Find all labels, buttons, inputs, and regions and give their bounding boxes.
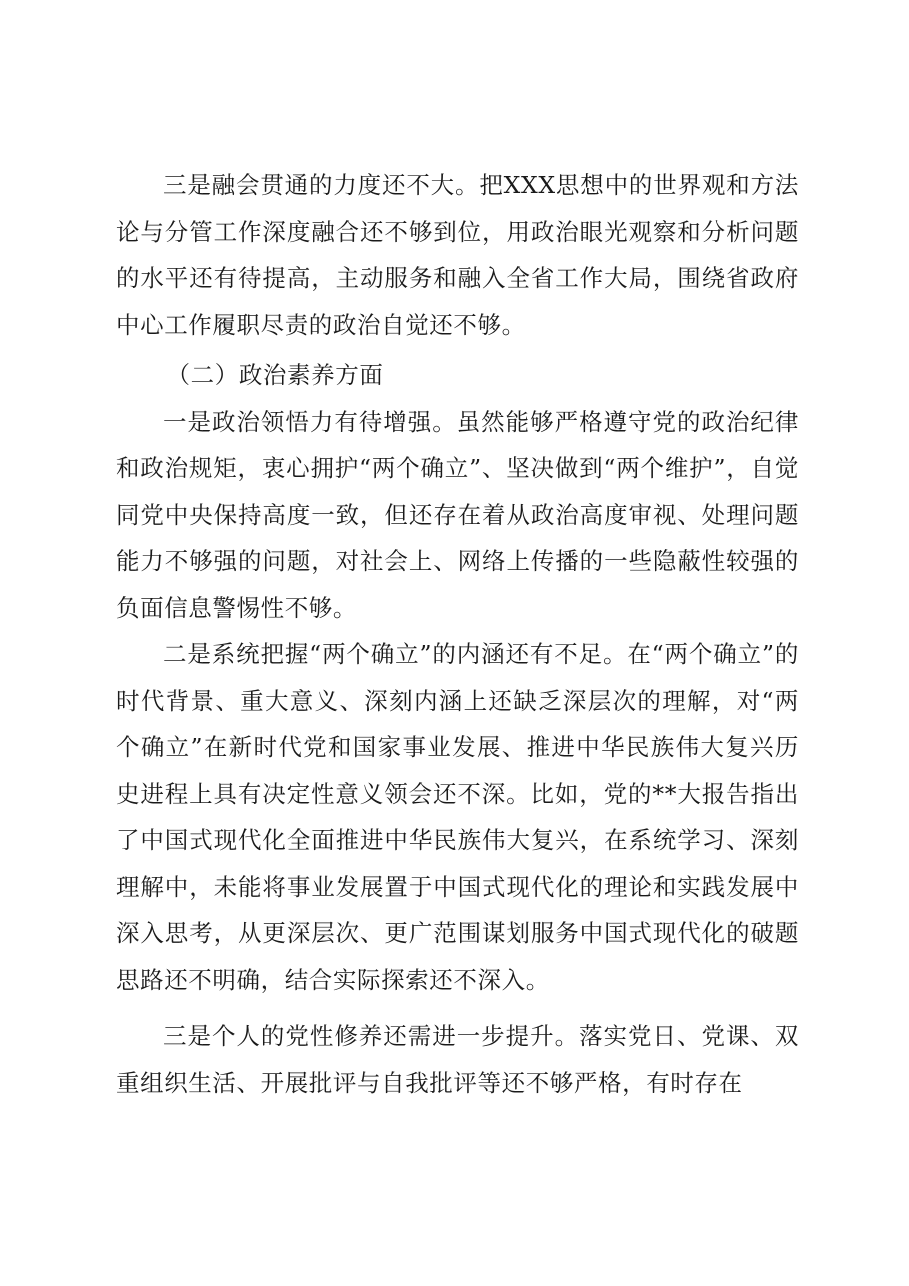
paragraph-first-point-political-insight: 一是政治领悟力有待增强。虽然能够严格遵守党的政治纪律和政治规矩，衷心拥护“两个确立”、坚决做到“两个维护”，自觉同党中央保持高度一致，但还存在着从政治高度审视、处理问题能力不够强的问题，对社会上、网络上传播的一些隐蔽性较强的负面信息警惕性不够。 bbox=[116, 407, 799, 622]
document-body bbox=[116, 162, 799, 1106]
paragraph-third-point-integration: 三是融会贯通的力度还不大。把XXX思想中的世界观和方法论与分管工作深度融合还不够到位，用政治眼光观察和分析问题的水平还有待提高，主动服务和融入全省工作大局，围绕省政府中心工作履职尽责的政治自觉还不够。 bbox=[116, 171, 799, 339]
paragraph-second-point-two-establishments: 二是系统把握“两个确立”的内涵还有不足。在“两个确立”的时代背景、重大意义、深刻内涵上还缺乏深层次的理解，对“两个确立”在新时代党和国家事业发展、推进中华民族伟大复兴历史进程上具有决定性意义领会还不深。比如，党的**大报告指出了中国式现代化全面推进中华民族伟大复兴，在系统学习、深刻理解中，未能将事业发展置于中国式现代化的理论和实践发展中深入思考，从更深层次、更广范围谋划服务中国式现代化的破题思路还不明确，结合实际探索还不深入。 bbox=[116, 640, 799, 994]
paragraph-third-point-party-spirit: 三是个人的党性修养还需进一步提升。落实党日、党课、双重组织生活、开展批评与自我批评等还不够严格，有时存在 bbox=[116, 1022, 799, 1097]
section-heading-political-literacy: （二）政治素养方面 bbox=[166, 361, 384, 389]
